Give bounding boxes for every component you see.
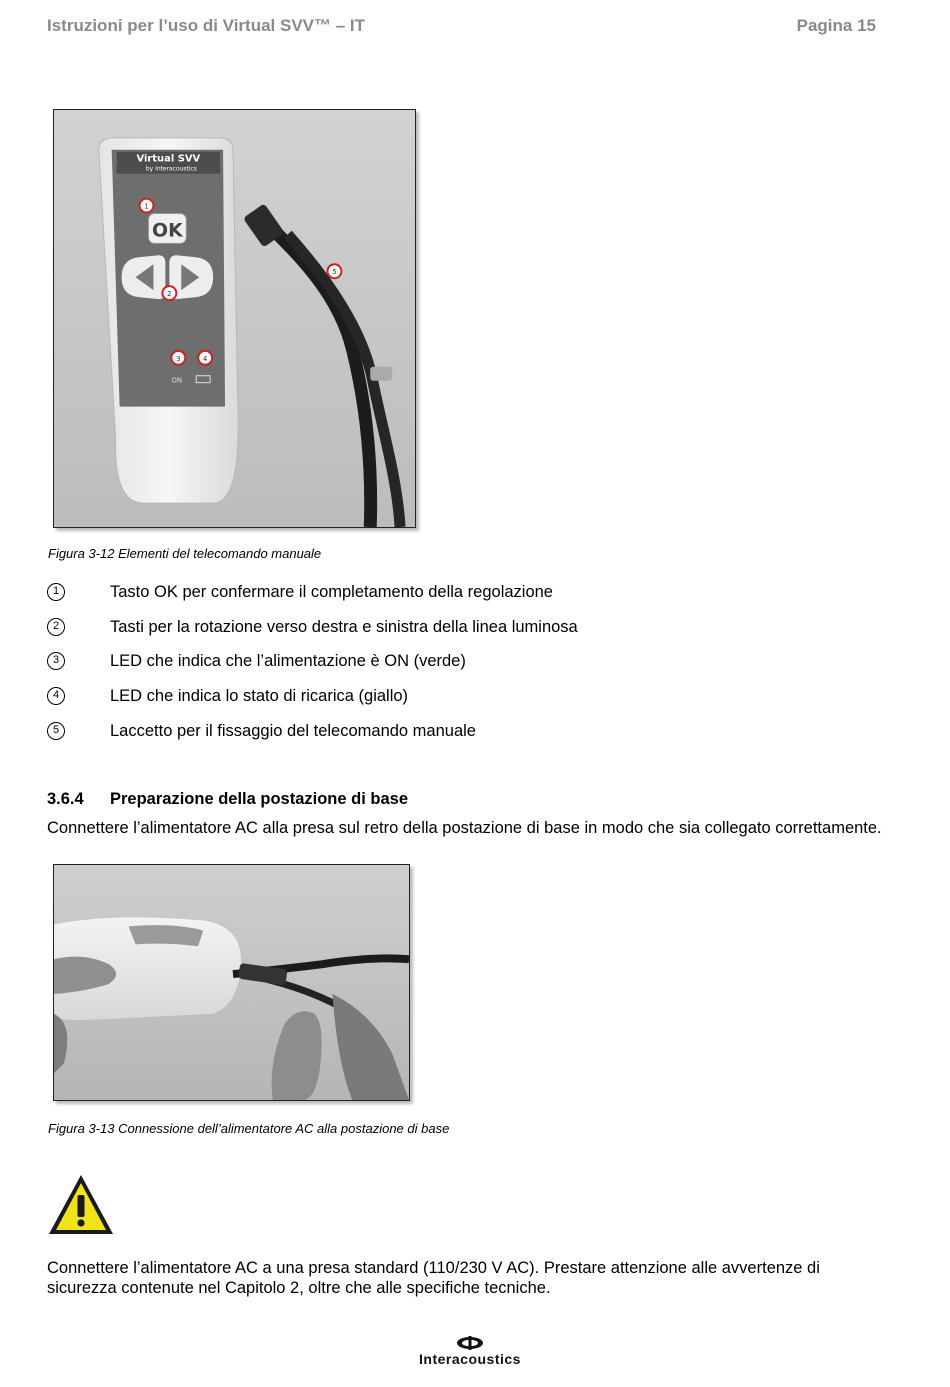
svg-text:5: 5 <box>332 268 337 277</box>
list-item <box>47 582 867 617</box>
marker-3 <box>171 351 185 365</box>
svg-text:2: 2 <box>167 290 172 299</box>
section-number: 3.6.4 <box>47 790 84 808</box>
marker-4 <box>198 351 212 365</box>
figure-caption-2: Figura 3-13 Connessione dell’alimentatore AC alla postazione di base <box>48 1121 450 1136</box>
section-paragraph: Connettere l’alimentatore AC alla presa sul retro della postazione di base in modo che sia collegato correttamente. <box>47 819 882 837</box>
marker-1 <box>140 199 154 213</box>
device-brand-sub-label: by Interacoustics <box>145 165 197 173</box>
warning-paragraph: Connettere l’alimentatore AC a una presa standard (110/230 V AC). Prestare attenzione alle avvertenze di sicurezza contenute nel Capitolo 2, oltre che alle specifiche tecniche. <box>47 1259 820 1297</box>
svg-text:1: 1 <box>144 202 149 211</box>
device-brand-label: Virtual SVV <box>136 153 201 165</box>
interacoustics-logo <box>406 1336 534 1367</box>
figure-caption-1: Figura 3-12 Elementi del telecomando manuale <box>48 546 322 561</box>
legend-text: Tasti per la rotazione verso destra e sinistra della linea luminosa <box>110 617 578 636</box>
legend-text: Tasto OK per confermare il completamento della regolazione <box>110 583 553 601</box>
section-title: Preparazione della postazione di base <box>110 790 409 808</box>
svg-text:ON: ON <box>171 376 183 385</box>
document-title: Istruzioni per l’uso di Virtual SVV™ – IT <box>47 16 366 35</box>
marker-2 <box>162 286 176 300</box>
remote-control-photo <box>53 109 416 528</box>
legend-text: Laccetto per il fissaggio del telecomando manuale <box>110 721 476 740</box>
ok-button-label: OK <box>152 219 183 242</box>
interacoustics-logo-icon <box>455 1336 485 1350</box>
page-number: Pagina 15 <box>796 16 876 35</box>
list-item <box>47 617 867 652</box>
svg-text:4: 4 <box>202 354 208 363</box>
legend-number: 2 <box>47 618 65 636</box>
base-station-photo <box>53 864 410 1101</box>
legend-number: 4 <box>47 687 65 705</box>
logo-text: Interacoustics <box>419 1351 521 1367</box>
legend-number: 3 <box>47 652 65 670</box>
section-heading <box>47 790 408 809</box>
marker-5 <box>327 264 341 278</box>
legend-list <box>47 582 867 755</box>
legend-number: 5 <box>47 722 65 740</box>
list-item <box>47 651 867 686</box>
warning-triangle-icon <box>47 1172 115 1238</box>
list-item <box>47 686 867 721</box>
legend-text: LED che indica lo stato di ricarica (giallo) <box>110 687 409 706</box>
list-item <box>47 721 867 756</box>
legend-text: LED che indica che l’alimentazione è ON (verde) <box>110 652 466 671</box>
svg-text:3: 3 <box>176 354 181 363</box>
legend-number: 1 <box>47 583 65 601</box>
